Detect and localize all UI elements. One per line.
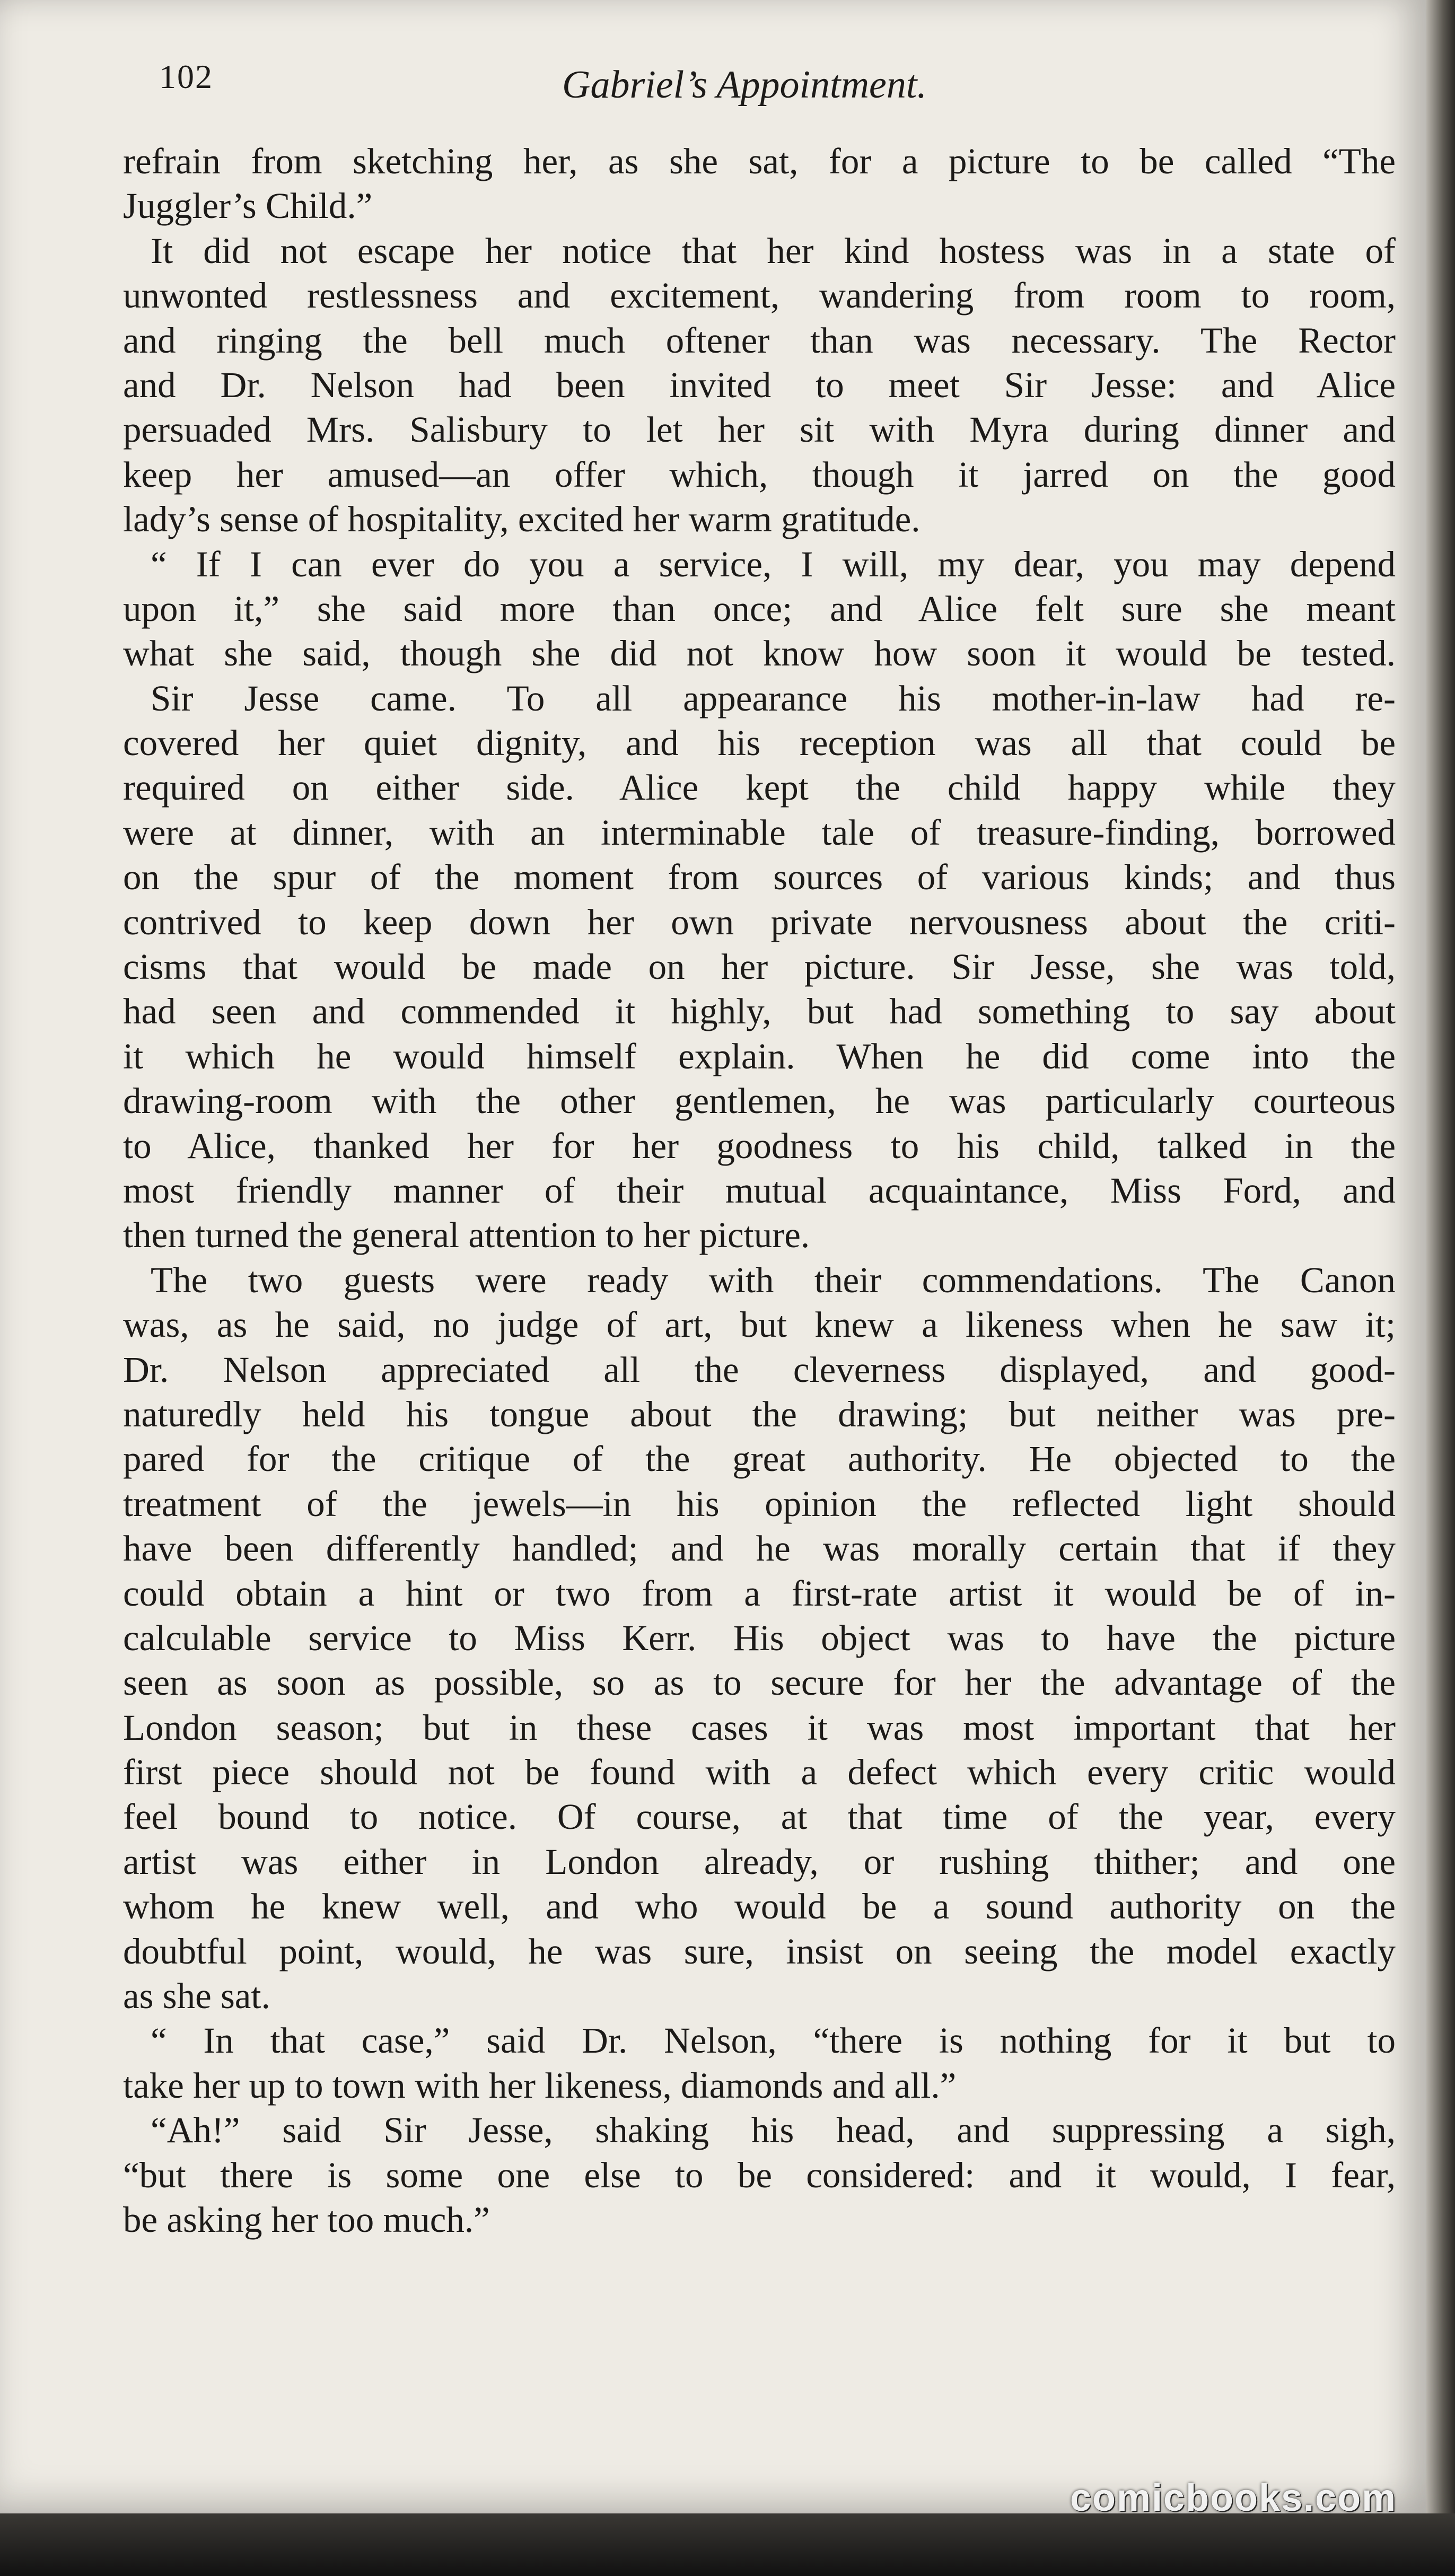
text-line: Dr. Nelson appreciated all the cleverness displayed, and good- (123, 1349, 1396, 1390)
text-line: unwonted restlessness and excitement, wandering from room to room, (123, 275, 1396, 316)
text-line: calculable service to Miss Kerr. His object was to have the picture (123, 1617, 1396, 1658)
text-line: It did not escape her notice that her kind hostess was in a state of (151, 230, 1396, 271)
text-line: lady’s sense of hospitality, excited her warm gratitude. (123, 499, 921, 540)
text-line: contrived to keep down her own private nervousness about the criti- (123, 901, 1396, 942)
watermark-text: comicbooks.com (1070, 2477, 1397, 2513)
text-line: “ If I can ever do you a service, I will, my dear, you may depend (151, 544, 1396, 584)
text-line: required on either side. Alice kept the child happy while they (123, 767, 1396, 808)
scan-bottom-border (0, 2513, 1455, 2576)
text-line: doubtful point, would, he was sure, insist on seeing the model exactly (123, 1931, 1396, 1972)
text-line: London season; but in these cases it was most important that her (123, 1707, 1396, 1748)
text-line: cisms that would be made on her picture. Sir Jesse, she was told, (123, 947, 1396, 987)
text-line: “but there is some one else to be considered: and it would, I fear, (123, 2154, 1396, 2195)
text-line: had seen and commended it highly, but had something to say about (123, 991, 1396, 1032)
page-edge-shadow (1426, 0, 1455, 2513)
text-line: take her up to town with her likeness, diamonds and all.” (123, 2065, 957, 2106)
text-line: keep her amused—an offer which, though it jarred on the good (123, 454, 1396, 495)
text-line: artist was either in London already, or rushing thither; and one (123, 1841, 1396, 1882)
text-line: were at dinner, with an interminable tale of treasure-finding, borrowed (123, 812, 1396, 853)
text-line: was, as he said, no judge of art, but knew a likeness when he saw it; (123, 1304, 1396, 1345)
text-line: covered her quiet dignity, and his reception was all that could be (123, 723, 1396, 764)
running-header (159, 57, 1039, 116)
text-line: naturedly held his tongue about the drawing; but neither was pre- (123, 1394, 1396, 1434)
text-line: persuaded Mrs. Salisbury to let her sit with Myra during dinner and (123, 409, 1396, 450)
text-line: most friendly manner of their mutual acquaintance, Miss Ford, and (123, 1170, 1396, 1211)
running-title: Gabriel’s Appointment. (562, 63, 927, 107)
body-text (123, 139, 1396, 2242)
text-line: and Dr. Nelson had been invited to meet Sir Jesse: and Alice (123, 364, 1396, 405)
text-line: it which he would himself explain. When he did come into the (123, 1036, 1396, 1076)
text-line: drawing-room with the other gentlemen, he was particularly courteous (123, 1081, 1396, 1121)
text-line: The two guests were ready with their commendations. The Canon (151, 1259, 1396, 1300)
text-line: “Ah!” said Sir Jesse, shaking his head, and suppressing a sigh, (151, 2110, 1396, 2151)
page-number: 102 (159, 58, 213, 95)
text-line: Juggler’s Child.” (123, 186, 373, 226)
text-line: as she sat. (123, 1976, 270, 2017)
text-line: treatment of the jewels—in his opinion the reflected light should (123, 1483, 1396, 1524)
text-line: then turned the general attention to her picture. (123, 1215, 810, 1256)
text-line: have been differently handled; and he was morally certain that if they (123, 1528, 1396, 1569)
text-line: could obtain a hint or two from a first-rate artist it would be of in- (123, 1573, 1396, 1614)
text-line: first piece should not be found with a defect which every critic would (123, 1752, 1396, 1793)
text-line: upon it,” she said more than once; and Alice felt sure she meant (123, 588, 1396, 629)
text-line: and ringing the bell much oftener than was necessary. The Rector (123, 320, 1396, 361)
text-line: “ In that case,” said Dr. Nelson, “there is nothing for it but to (151, 2020, 1396, 2061)
text-line: to Alice, thanked her for her goodness to his child, talked in the (123, 1125, 1396, 1166)
text-line: what she said, though she did not know how soon it would be tested. (123, 633, 1396, 674)
text-line: be asking her too much.” (123, 2199, 490, 2240)
text-line: Sir Jesse came. To all appearance his mother-in-law had re- (151, 678, 1396, 719)
text-line: on the spur of the moment from sources of various kinds; and thus (123, 857, 1396, 898)
text-line: pared for the critique of the great authority. He objected to the (123, 1439, 1396, 1479)
text-line: seen as soon as possible, so as to secure for her the advantage of the (123, 1662, 1396, 1703)
text-line: refrain from sketching her, as she sat, for a picture to be called “The (123, 141, 1396, 181)
text-line: feel bound to notice. Of course, at that time of the year, every (123, 1797, 1396, 1837)
text-line: whom he knew well, and who would be a sound authority on the (123, 1886, 1396, 1927)
